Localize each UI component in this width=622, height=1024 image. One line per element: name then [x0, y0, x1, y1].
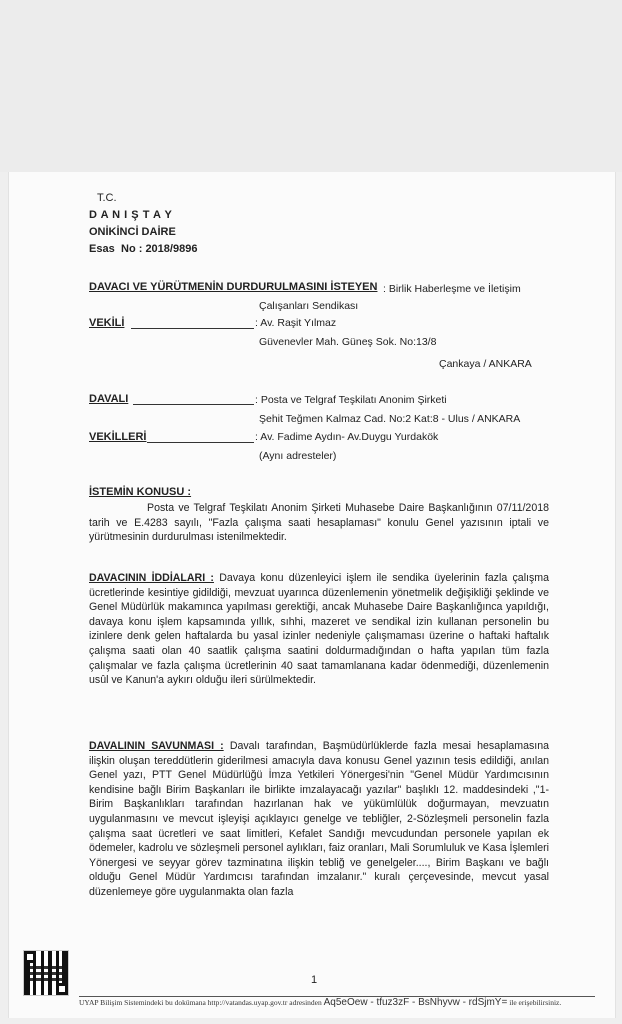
vekilleri-label: VEKİLLERİ: [89, 431, 147, 443]
chamber-name: ONİKİNCİ DAİRE: [89, 226, 176, 238]
vekili-value-3: Çankaya / ANKARA: [439, 358, 532, 370]
vekili-label: VEKİLİ: [89, 317, 125, 329]
iddialar-text: Davaya konu düzenleyici işlem ile sendika üyelerinin fazla çalışma ücretlerinde kesintiye gidildiği, mevzuat uyarınca düzenlemenin yönetmelik değişikliği şeklinde ve Genel Müdürlük makamınca yapılması gerektiği, ancak Muhasebe Daire Başkanlığınca yapıldığı, davaya konu işlem kapsamında yıllık, sıhhi, mazeret ve sendikal izin kullanan personelin bu izinlere denk gelen haftalarda bu yasal izinler nedeniyle çalışmaması üzerine o haftaki haftalık çalışma saati olan 40 saatlik çalışma saatini doldurmadığından o hafta yapılan tüm fazla çalışmalar ve fazla çalışma ücretlerinin 40 saat tamamlanana kadar ödenmediği, düzenlemenin usûl ve Kanun'a aykırı olduğu ileri sürülmektedir.: [89, 572, 550, 687]
vekilleri-underline: [147, 442, 254, 443]
esas-label: Esas: [89, 243, 115, 255]
footer-prefix: UYAP Bilişim Sistemindeki bu dokümana http://vatandas.uyap.gov.tr adresinden: [79, 998, 322, 1007]
tc-label: T.C.: [97, 192, 117, 204]
istem-heading: İSTEMİN KONUSU :: [89, 486, 192, 498]
savunma-heading: DAVALININ SAVUNMASI :: [89, 740, 224, 752]
iddialar-heading: DAVACININ İDDİALARI :: [89, 572, 214, 584]
davaci-label: DAVACI VE YÜRÜTMENİN DURDURULMASINI İSTEYEN: [89, 281, 378, 293]
davali-value-2: Şehit Teğmen Kalmaz Cad. No:2 Kat:8 - Ulus / ANKARA: [259, 413, 521, 425]
davaci-value-1: : Birlik Haberleşme ve İletişim: [383, 283, 521, 295]
page-number: 1: [311, 974, 318, 986]
vekili-underline: [131, 328, 254, 329]
davali-underline: [133, 404, 254, 405]
vekili-value-1: : Av. Raşit Yılmaz: [255, 317, 337, 329]
savunma-paragraph: [89, 739, 549, 900]
davali-value-1: : Posta ve Telgraf Teşkilatı Anonim Şirketi: [255, 394, 447, 406]
vekili-value-2: Güvenevler Mah. Güneş Sok. No:13/8: [259, 336, 437, 348]
court-name: D A N I Ş T A Y: [89, 209, 173, 221]
qr-code: [24, 951, 68, 995]
top-margin: [0, 0, 622, 172]
footer-code: Aq5eOew - tfuz3zF - BsNhyvw - rdSjmY=: [323, 997, 508, 1008]
vekilleri-value-2: (Aynı adresteler): [259, 450, 337, 462]
footer-text: [79, 998, 609, 1008]
istem-text: Posta ve Telgraf Teşkilatı Anonim Şirketi Muhasebe Daire Başkanlığının 07/11/2018 tarih ve E.4283 sayılı, "Fazla çalışma saati hesaplaması" konulu Genel yazısının iptali ve yürütmesinin durdurulması istenilmektedir.: [89, 502, 549, 544]
iddialar-paragraph: [89, 571, 549, 688]
esas-number: No : 2018/9896: [121, 243, 198, 255]
savunma-text: Davalı tarafından, Başmüdürlüklerde fazla mesai hesaplamasına ilişkin oluşan tereddütlerin giderilmesi amacıyla dava konusu Genel yazının tesis edildiği, anılan Genel yazı, PTT Genel Müdürlüğü İmza Yetkileri Yönergesi'nin "Genel Müdür Yardımcısının kendisine bağlı Birim Başkanları ile birlikte imzalayacağı yazılar" başlıklı 12. maddesindeki ,"1-Birim Başkanlıkları tarafından hazırlanan hak ve yükümlülük doğurmayan, mevzuatın uygulanmasını ve mevcut işleyişi açıklayıcı genelge ve tebliğler, 2-Sözleşmeli personelin fazla çalışma saat ücretleri ve saat limitleri, Kefalet Sandığı mevcudundan personele yapılan ek ödemeler, kadrolu ve sözleşmeli personel aylıkları, faiz oranları, Mali Sorumluluk ve Kasa İşlemleri Yönergesi ve seyyar görev tazminatına ilişkin tebliğ ve genelgeler...., Birim Başkanı ve bağlı olduğu Genel Müdür Yardımcısı tarafından imzalanır." kuralı çerçevesinde, mevcut yasal düzenlemeye göre uygulanmakta olan fazla: [89, 740, 549, 898]
davali-label: DAVALI: [89, 393, 129, 405]
document-page: [8, 172, 616, 1018]
davaci-value-2: Çalışanları Sendikası: [259, 300, 359, 312]
vekilleri-value-1: : Av. Fadime Aydın- Av.Duygu Yurdakök: [255, 431, 439, 443]
footer-suffix: ile erişebilirsiniz.: [509, 998, 562, 1007]
